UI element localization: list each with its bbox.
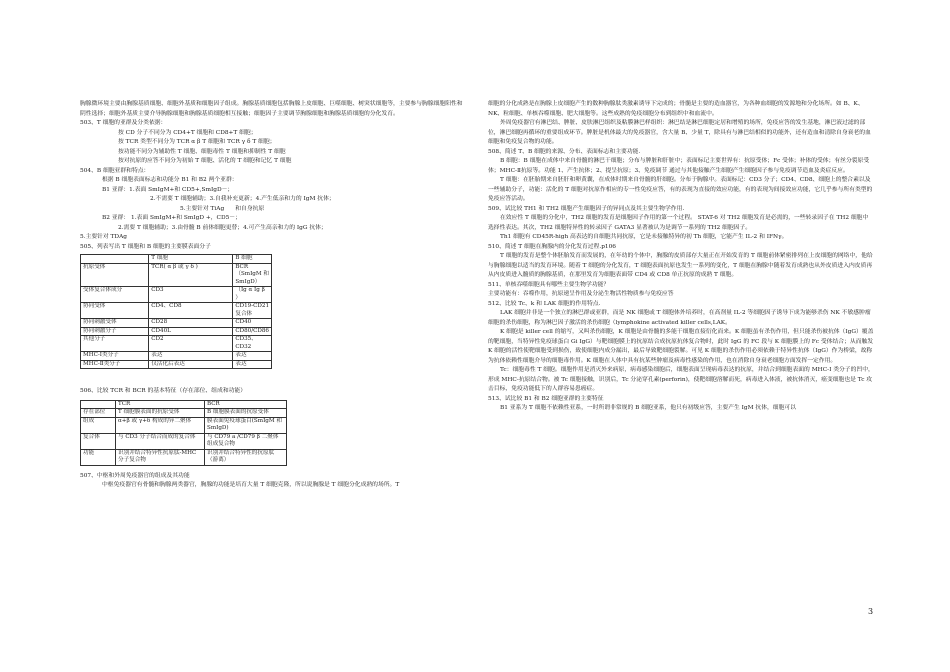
table-cell: CD2 bbox=[149, 336, 233, 352]
b1-tiag: 5.主要针对 TiAg bbox=[180, 205, 225, 212]
table-cell: CD40 bbox=[233, 319, 272, 328]
table-cell: 存在部位 bbox=[81, 409, 116, 418]
table-header-cell bbox=[81, 400, 116, 409]
table-cell: BCR（SmIgM 和 SmIgD） bbox=[233, 263, 272, 287]
q505-heading: 505、列表写出 T 细胞和 B 细胞的主要膜表面分子 bbox=[80, 243, 211, 250]
table-header-cell: TCR bbox=[116, 400, 205, 409]
table-row bbox=[81, 336, 272, 352]
table-header-cell: BCR bbox=[205, 400, 287, 409]
q511-paragraph: 主要功能有：吞噬作用，抗原递呈作用及分泌生物活性物质参与免疫应答 bbox=[488, 291, 674, 297]
q509-heading: 509、试比较 TH1 和 TH2 细胞产生细胞因子的异同点及其主要生物学作用. bbox=[488, 205, 685, 212]
table-cell: 复合体 bbox=[81, 433, 116, 449]
q509-paragraph: 在效应性 T 细胞的分化中，TH2 细胞的发育是细胞因子作用的第一个过程。 STAT-6 对 TH2 细胞发育是必需的，一些转录因子在 TH2 细胞中选择性表达。其次，TH2 细胞特异性的转录因子 GATA3 显著被认为是调节一系列的 TH2 细胞因子。 bbox=[488, 215, 869, 231]
q513-paragraph: B1 亚系为 T 细胞不依赖性亚系，一时所谓非常规的 B 细胞亚系，他只有初级应答，主要产生 IgM 抗体，细胞可以 bbox=[500, 405, 796, 411]
table-cell: CD80/CD86 bbox=[233, 327, 272, 336]
table-cell: CD35、CD32 bbox=[233, 336, 272, 352]
th1-paragraph: Th1 细胞有 CD45R-high 高表达的自细胞共同抗原，它是未接触特异的初 Th 细胞，它能产生 IL-2 和 IFNγ。 bbox=[500, 234, 788, 240]
table-cell: 功能 bbox=[81, 449, 116, 465]
q510-heading: 510、简述 T 细胞在胸腺内的分化发育过程.p106 bbox=[488, 243, 616, 250]
q510-paragraph: T 细胞的发育是整个体胚胎发育而发展的，在年幼的个体中，胸腺的皮质部存大量正在开始发育的 T 细胞前体紧密排列在上皮细胞的网络中，他给与胸腺细胞以适当的发育环境。随着 T 细胞的分化发育，T 细胞表面抗原也发生一系列的变化，T 细胞在胸腺中随着发育成熟也从外皮质进入内皮质再从内皮质进入髓质的胸腺基质，在那里发育为细胞表面带 CD4 或 CD8 单正抗原的成熟 T 细胞。 bbox=[488, 253, 873, 278]
table-cell: 表达 bbox=[149, 352, 233, 361]
table-cell: 识别并结合特异性的抗原肽（游离） bbox=[205, 449, 287, 465]
q504-heading: 504、B 细胞亚群和特点： bbox=[80, 167, 150, 174]
continued-paragraph: 细胞的分化成熟是在胸腺上皮细胞产生的数种胸腺肽类激素诱导下完成的；骨髓是主要的造血器官，为各种血细胞的发源地和分化场所。如 B、K、NK、粒细胞、单核吞噬细胞、肥大细胞等。这些成熟的免疫细胞分布到组织中和血流中。 bbox=[488, 101, 864, 117]
table-cell: 表达 bbox=[233, 352, 272, 361]
table-header-cell bbox=[81, 255, 149, 264]
q508-heading: 508、简述 T、B 细胞的来源、分布、表面标志和主要功能. bbox=[488, 148, 641, 155]
q511-heading: 511、单核吞噬细胞具有哪些主要生物学功能？ bbox=[488, 281, 610, 288]
q503-heading: 503、T 细胞的亚群及分类依据： bbox=[80, 120, 167, 126]
table-cell: 仅活化后表达 bbox=[149, 360, 233, 369]
b1-self-antigen: 和自身抗原 bbox=[235, 205, 265, 212]
table-cell: 协同刺激受体 bbox=[81, 319, 149, 328]
q503-line: 按 CD 分子不同分为 CD4+T 细胞和 CD8+T 细胞； bbox=[118, 129, 257, 136]
page-number: 3 bbox=[868, 607, 874, 616]
table-cell: B 细胞膜表面的抗原受体 bbox=[205, 409, 287, 418]
t-cell-paragraph: T 细胞：在胚胎期来自胚肝和卵黄囊，在成体时期来自骨髓的肝细胞。分布于胸腺中。表面标记：CD3 分子；CD4、CD8、细胞上的整合素以及一些辅助分子，功能：活化的 T 细胞对抗原作相应的专一性免疫应答，有的表现为直接的效应功能，有的表现为间接效应功能，它几乎参与所有类型的免疫应答活动。 bbox=[488, 177, 873, 202]
table-cell: CD4、CD8 bbox=[149, 303, 233, 319]
table-row bbox=[81, 360, 272, 369]
table-row bbox=[81, 352, 272, 361]
table-cell: 与 CD3 分子结合而成的复合体 bbox=[116, 433, 205, 449]
q503-line: 按 TCR 类型不同分为 TCR α β T 细胞和 TCR γ δ T 细胞； bbox=[118, 139, 276, 145]
table-cell: α+β 或 γ+δ 构成的异二聚体 bbox=[116, 417, 205, 433]
table-cell: 膜表面免疫球蛋白(SmIgM 和 SmIgD) bbox=[205, 417, 287, 433]
q512-heading: 512、比较 Tc、k 和 LAK 细胞的作用特点. bbox=[488, 300, 601, 307]
table-cell: MHC-Ⅰ类分子 bbox=[81, 352, 149, 361]
b1-line: B1 亚群：1.表面 SmIgM+和 CD5+,SmIgD－； bbox=[102, 186, 234, 193]
table-cell: 协同刺激分子 bbox=[81, 327, 149, 336]
table-cell: TCR( α β 或 γ δ ) bbox=[149, 263, 233, 287]
table-row bbox=[81, 409, 287, 418]
table-row bbox=[81, 303, 272, 319]
table-header-row bbox=[81, 255, 272, 264]
intro-paragraph: 胸腺微环境主要由胸腺基质细胞、细胞外基质和细胞因子组成。胸腺基质细胞包括胸腺上皮细胞、巨噬细胞、树突状细胞等，主要参与胸腺细胞阳性和阴性选择；细胞外基质主要介导胸腺细胞和胸腺基质细胞相互接触；细胞因子主要调节胸腺细胞和胸腺基质细胞的分化发育。 bbox=[80, 101, 463, 117]
table-cell: 抗原受体 bbox=[81, 263, 149, 287]
b2-line: 5.主要针对 TDAg bbox=[80, 234, 127, 240]
table-row bbox=[81, 433, 287, 449]
peripheral-organs-paragraph: 外周免疫器官有淋巴结、脾脏、皮肤淋巴组织及粘膜淋巴样组织：淋巴结是淋巴细胞定居和增殖的场所，免疫应答的发生基地，淋巴液过滤的部位，淋巴细胞再循环的重要组成环节。脾脏是机体最大的免疫器官，含大量 B、少量 T，除具有与淋巴结相似的功能外，还有造血和清除自身衰老的血细胞和免疫复合物的功能。 bbox=[488, 120, 871, 145]
q507-heading: 507、中枢和外周免疫器官的组成及其功能 bbox=[80, 472, 190, 479]
q504-subheading: 根据 B 细胞表面标志和功能分 B1 和 B2 两个亚群： bbox=[102, 177, 238, 183]
table-cell: CD40L bbox=[149, 327, 233, 336]
table-header-cell: T 细胞 bbox=[149, 255, 233, 264]
b1-line bbox=[80, 205, 468, 215]
table-header-cell: B 细胞 bbox=[233, 255, 272, 264]
b2-line: B2 亚群： 1.表面 SmIgM+和 SmIgD +，CD5－； bbox=[102, 215, 241, 221]
table-cell: 表达 bbox=[233, 360, 272, 369]
table-cell: T 细胞膜表面的抗原受体 bbox=[116, 409, 205, 418]
table-cell: MHC-Ⅱ类分子 bbox=[81, 360, 149, 369]
table-header-row bbox=[81, 400, 287, 409]
b2-line: 2.需要 T 细胞辅助；3.由骨髓 B 前体细胞更替；4.可产生高亲和力的 IgG 抗体； bbox=[118, 224, 327, 231]
table-cell: CD19-CD21 复合体 bbox=[233, 303, 272, 319]
table-row bbox=[81, 449, 287, 465]
table-cell: 受体复合体成分 bbox=[81, 287, 149, 303]
table-row bbox=[81, 287, 272, 303]
table-cell: 协同受体 bbox=[81, 303, 149, 319]
q503-line: 按功能不同分为辅助性 T 细胞、细胞毒性 T 细胞和抑制性 T 细胞 bbox=[118, 148, 286, 155]
table-cell: 与 CD79 a /CD79 β 二聚体组成复合物 bbox=[205, 433, 287, 449]
b1-line: 2.不需要 T 细胞辅助；3.自我补充更新；4.产生低亲和力的 IgM 抗体； bbox=[150, 196, 335, 202]
tc-paragraph: Tc：细胞毒性 T 细胞。细胞作用是消灭外来病原，病毒感染细胞后，细胞表面呈现病毒表达的抗原，并结合到细胞表面的 MHC-I 类分子的凹中，形成 MHC-抗原结合物。被 Tc 细胞接触，识别后，Tc 分泌穿孔素(perforin)，使靶细胞溶解而死，病毒进入体液，被抗体消灭，癌变细胞也是 Tc 攻击目标，免疫功能低下的人群容易患癌症。 bbox=[488, 367, 874, 392]
table-cell: CD3 bbox=[149, 287, 233, 303]
table-row bbox=[81, 263, 272, 287]
table-cell: CD28 bbox=[149, 319, 233, 328]
k-cell-paragraph: K 细胞是 killer cell 的缩写，又叫杀伤细胞，K 细胞是由骨髓的多能干细胞直接衍化而来。K 细胞虽有杀伤作用，但只能杀伤被抗体（IgG）覆盖的靶细胞，当特异性免疫球蛋白 Gi IgG）与靶细胞膜上的抗原结合成抗原抗体复合物时，此时 IgG 的 FC 段与 K 细胞膜上的 Fc 受体结合；从而触发 K 细胞的活性使靶细胞受到损伤，致使细胞内成分漏出，最后导致靶细胞裂解。可见 K 细胞的杀伤作用必须依赖于特异性抗体（IgG）作为桥梁，故称为抗体依赖性细胞介导的细胞毒作用。K 细胞在人体中具有抗某些肿瘤及病毒性感染的作用，也在消除自身衰老细胞方面发挥一定作用。 bbox=[488, 329, 874, 364]
q507-paragraph: 中枢免疫器官有骨髓和胸腺两类器官，胸腺的功能是培育大量 T 细胞克隆，所以说胸腺是 T 细胞分化成熟的场所。T bbox=[102, 482, 400, 488]
table-cell: （Ig α Ig β ） bbox=[233, 287, 272, 303]
table-cell: 识别并结合特异性抗原肽-MHC 分子复合物 bbox=[116, 449, 205, 465]
q513-heading: 513、试比较 B1 和 B2 细胞亚群的主要特征 bbox=[488, 395, 604, 402]
right-column bbox=[488, 100, 874, 414]
table-cell: 其他分子 bbox=[81, 336, 149, 352]
tcr-bcr-table bbox=[80, 400, 287, 466]
table-cell: 组成 bbox=[81, 417, 116, 433]
table-row bbox=[81, 417, 287, 433]
b-cell-paragraph: B 细胞：B 细胞在成体中来自骨髓的淋巴干细胞；分布与脾脏和肝脏中；表面标记主要世界有：抗原受体；Fc 受体；补体的受体；有丝分裂原受体；MHC-Ⅱ抗原等。功能 1、产生抗体；2、提呈抗原；3、免疫调节 通过与其他接触产生细胞产生细胞因子参与免疫调节造血及炎症反应。 bbox=[488, 158, 870, 174]
table-row bbox=[81, 319, 272, 328]
left-column bbox=[80, 100, 468, 491]
lak-paragraph: LAK 细胞并非是一个独立的淋巴群或亚群，而是 NK 细胞或 T 细胞体外培养时，在高剂量 IL-2 等细胞因子诱导下成为能够杀伤 NK 不敏感肿瘤细胞的杀伤细胞，称为淋巴因子激活的杀伤细胞（lymphokine activated killer cells,LAK。 bbox=[488, 310, 871, 326]
q506-heading: 506、比较 TCR 和 BCR 的基本特征（存在部位、组成和功能） bbox=[80, 388, 247, 394]
q503-line: 按对抗原的应答不同分为初始 T 细胞、活化的 T 细胞和记忆 T 细胞 bbox=[118, 158, 292, 164]
membrane-molecules-table bbox=[80, 254, 272, 369]
table-row bbox=[81, 327, 272, 336]
